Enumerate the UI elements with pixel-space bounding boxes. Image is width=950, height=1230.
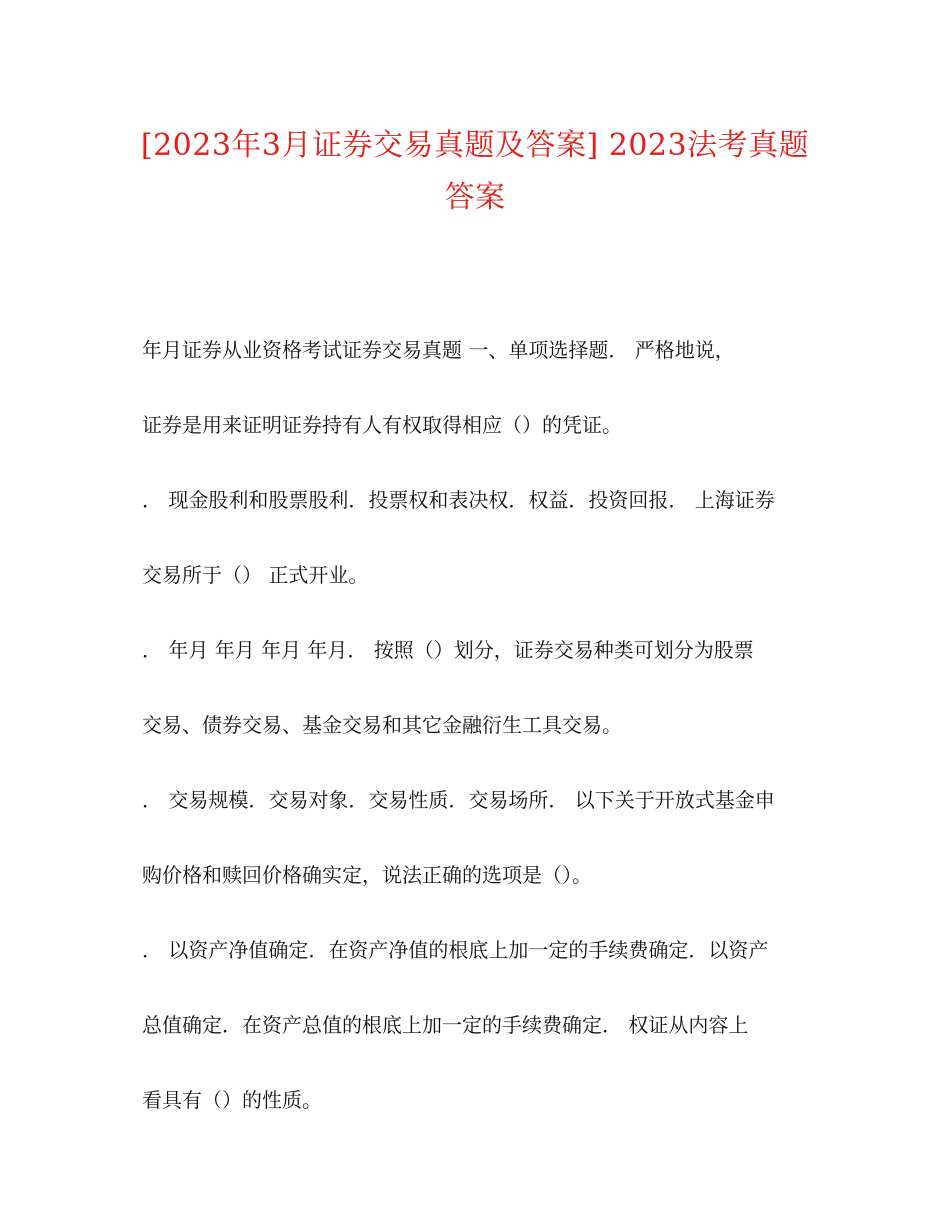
body-line: 交易、债券交易、基金交易和其它金融衍生工具交易。 (142, 713, 622, 737)
document-title: [2023年3月证券交易真题及答案] 2023法考真题答案 (140, 128, 810, 215)
body-line: 年月证券从业资格考试证券交易真题 一、单项选择题． 严格地说， (142, 338, 735, 362)
body-line: 证券是用来证明证券持有人有权取得相应（）的凭证。 (142, 413, 622, 437)
document-body (142, 330, 812, 1155)
body-line: ． 以资产净值确定．在资产净值的根底上加一定的手续费确定．以资产 (142, 938, 769, 962)
body-line: 交易所于（） 正式开业。 (142, 563, 369, 587)
body-line: ． 交易规模．交易对象．交易性质．交易场所． 以下关于开放式基金申 (142, 788, 775, 812)
body-line: ． 现金股利和股票股利．投票权和表决权．权益．投资回报． 上海证券 (142, 488, 775, 512)
body-line: ． 年月 年月 年月 年月． 按照（）划分，证券交易种类可划分为股票 (142, 638, 754, 662)
body-line: 看具有（）的性质。 (142, 1088, 322, 1112)
body-line: 购价格和赎回价格确实定，说法正确的选项是（）。 (142, 863, 592, 887)
body-line: 总值确定．在资产总值的根底上加一定的手续费确定． 权证从内容上 (142, 1013, 749, 1037)
